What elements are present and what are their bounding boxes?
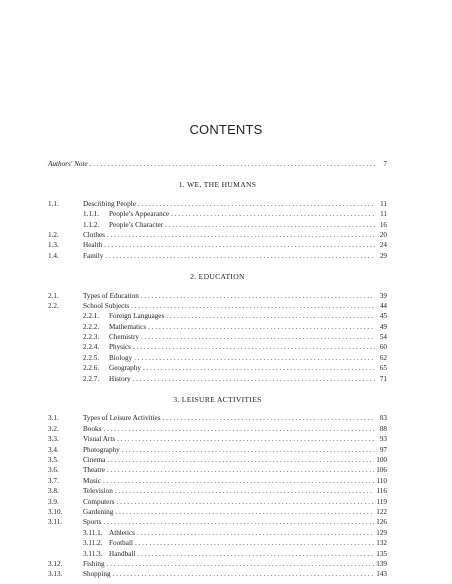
toc-page-number: 39: [379, 291, 387, 300]
toc-entry: [48, 291, 387, 301]
toc-page-number: 71: [379, 374, 387, 383]
toc-page-number: 7: [383, 160, 387, 168]
dot-leader: [165, 220, 375, 230]
toc-entry-number: 3.3.: [48, 435, 59, 444]
toc-entry-number: 1.1.2.: [83, 220, 100, 229]
toc-page-number: 83: [379, 414, 387, 423]
toc-subentry: [48, 374, 387, 384]
toc-entry-number: 3.11.2.: [83, 539, 103, 548]
table-of-contents: [48, 159, 387, 580]
toc-subentry: [48, 209, 387, 219]
dot-leader: [104, 240, 375, 250]
toc-page-number: 45: [379, 312, 387, 321]
toc-page-number: 135: [376, 549, 387, 558]
toc-entry-number: 2.2.: [48, 301, 59, 310]
toc-entry-number: 3.12.: [48, 559, 63, 568]
toc-entry-label: Mathematics: [109, 322, 147, 331]
toc-page-number: 116: [376, 487, 387, 496]
toc-entry-label: Theatre: [83, 466, 105, 475]
toc-page-number: 97: [379, 445, 387, 454]
toc-subentry: [48, 549, 387, 559]
toc-entry-label: Athletics: [109, 528, 135, 537]
toc-entry-number: 3.10.: [48, 507, 63, 516]
toc-entry-label: Handball: [109, 549, 136, 558]
dot-leader: [122, 445, 375, 455]
toc-entry-label: Describing People: [83, 199, 136, 208]
dot-leader: [103, 476, 375, 486]
toc-entry-number: 3.4.: [48, 445, 59, 454]
dot-leader: [166, 311, 375, 321]
toc-entry-label: Books: [83, 424, 102, 433]
toc-entry-number: 1.4.: [48, 251, 59, 260]
toc-page-number: 110: [376, 476, 387, 485]
toc-page-number: 106: [376, 466, 387, 475]
toc-entry-number: 3.9.: [48, 497, 59, 506]
toc-entry-number: 3.13.: [48, 570, 63, 579]
toc-subentry: [48, 220, 387, 230]
dot-leader: [131, 301, 375, 311]
toc-entry-label: Clothes: [83, 230, 105, 239]
toc-section-1: [48, 180, 387, 261]
toc-subentry: [48, 332, 387, 342]
toc-entry-number: 2.2.1.: [83, 312, 100, 321]
toc-entry-label: People’s Appearance: [109, 210, 170, 219]
toc-page-number: 16: [379, 220, 387, 229]
toc-page-number: 129: [376, 528, 387, 537]
toc-entry-label: Authors' Note: [48, 160, 88, 168]
toc-entry-number: 3.8.: [48, 487, 59, 496]
toc-entry-label: Biology: [109, 353, 133, 362]
toc-entry-number: 3.11.: [48, 518, 63, 527]
toc-page-number: 139: [376, 559, 387, 568]
dot-leader: [107, 455, 374, 465]
toc-page-number: 62: [379, 353, 387, 362]
toc-entry-label: Television: [83, 487, 113, 496]
toc-section-3: [48, 395, 387, 580]
dot-leader: [135, 538, 374, 548]
toc-entry-number: 2.2.4.: [83, 343, 100, 352]
page-title: CONTENTS: [189, 122, 263, 137]
toc-entry-number: 2.2.3.: [83, 333, 100, 342]
toc-entry-number: 3.6.: [48, 466, 59, 475]
dot-leader: [117, 497, 375, 507]
dot-leader: [141, 291, 375, 301]
dot-leader: [103, 424, 375, 434]
dot-leader: [107, 559, 375, 569]
toc-entry-label: Shopping: [83, 570, 111, 579]
toc-page-number: 24: [379, 241, 387, 250]
toc-subentry: [48, 538, 387, 548]
toc-entry: [48, 424, 387, 434]
toc-entry-label: Geography: [109, 364, 141, 373]
toc-entry-label: Chemistry: [109, 333, 139, 342]
toc-subentry: [48, 311, 387, 321]
toc-entry-label: Fishing: [83, 559, 105, 568]
toc-entry-number: 3.11.3.: [83, 549, 103, 558]
section-heading: 2. EDUCATION: [190, 272, 245, 282]
toc-entry-label: Health: [83, 241, 103, 250]
dot-leader: [113, 569, 375, 579]
toc-entry-label: Gardening: [83, 507, 114, 516]
toc-entry: [48, 199, 387, 209]
toc-entry-label: Music: [83, 476, 101, 485]
toc-entry: [48, 569, 387, 579]
toc-entry-authors-note: [48, 159, 387, 169]
toc-subentry: [48, 353, 387, 363]
toc-entry-label: Physics: [109, 343, 131, 352]
toc-section-2: [48, 272, 387, 384]
toc-entry: [48, 413, 387, 423]
toc-entry: [48, 497, 387, 507]
toc-entry-label: Sports: [83, 518, 102, 527]
toc-entry-number: 1.1.: [48, 199, 59, 208]
dot-leader: [115, 486, 375, 496]
dot-leader: [143, 363, 375, 373]
toc-entry-number: 3.11.1.: [83, 528, 103, 537]
toc-entry-number: 1.3.: [48, 241, 59, 250]
toc-entry: [48, 455, 387, 465]
dot-leader: [117, 434, 375, 444]
toc-entry-number: 2.2.7.: [83, 374, 100, 383]
toc-entry-label: Types of Education: [83, 291, 139, 300]
toc-subentry: [48, 528, 387, 538]
toc-entry-number: 3.7.: [48, 476, 59, 485]
dot-leader: [134, 353, 375, 363]
toc-page-number: 44: [379, 301, 387, 310]
toc-entry-number: 3.1.: [48, 414, 59, 423]
toc-page-number: 126: [376, 518, 387, 527]
toc-entry: [48, 240, 387, 250]
toc-entry-label: People’s Character: [109, 220, 164, 229]
toc-entry: [48, 559, 387, 569]
toc-page-number: 88: [379, 424, 387, 433]
toc-page-number: 20: [379, 230, 387, 239]
dot-leader: [107, 465, 374, 475]
section-heading: 3. LEISURE ACTIVITIES: [173, 395, 262, 405]
dot-leader: [137, 528, 374, 538]
dot-leader: [163, 413, 375, 423]
toc-page-number: 54: [379, 333, 387, 342]
toc-entry-label: Computers: [83, 497, 115, 506]
toc-page-number: 49: [379, 322, 387, 331]
toc-page-number: 65: [379, 364, 387, 373]
toc-subentry: [48, 363, 387, 373]
dot-leader: [103, 517, 374, 527]
toc-entry: [48, 486, 387, 496]
toc-entry-label: Types of Leisure Activities: [83, 414, 161, 423]
toc-entry-label: History: [109, 374, 131, 383]
toc-entry-label: Football: [109, 539, 133, 548]
toc-entry-label: School Subjects: [83, 301, 130, 310]
toc-entry-number: 2.2.5.: [83, 353, 100, 362]
toc-entry-number: 2.2.2.: [83, 322, 100, 331]
toc-subentry: [48, 342, 387, 352]
dot-leader: [141, 332, 375, 342]
toc-page-number: 100: [376, 455, 387, 464]
toc-entry: [48, 465, 387, 475]
toc-entry: [48, 507, 387, 517]
dot-leader: [138, 199, 375, 209]
toc-page-number: 93: [379, 435, 387, 444]
toc-entry-number: 3.2.: [48, 424, 59, 433]
toc-entry: [48, 517, 387, 527]
toc-entry-label: Visual Arts: [83, 435, 116, 444]
toc-entry: [48, 445, 387, 455]
toc-subentry: [48, 322, 387, 332]
toc-page-number: 143: [376, 570, 387, 579]
dot-leader: [115, 507, 374, 517]
toc-page-number: 11: [380, 210, 387, 219]
toc-entry: [48, 251, 387, 261]
toc-entry: [48, 230, 387, 240]
toc-entry-label: Foreign Languages: [109, 312, 165, 321]
toc-entry: [48, 301, 387, 311]
toc-page-number: 11: [380, 199, 387, 208]
toc-entry-number: 1.2.: [48, 230, 59, 239]
dot-leader: [171, 209, 375, 219]
toc-entry-label: Family: [83, 251, 104, 260]
toc-entry-number: 2.2.6.: [83, 364, 100, 373]
toc-page-number: 119: [376, 497, 387, 506]
toc-entry: [48, 434, 387, 444]
toc-entry-number: 3.5.: [48, 455, 59, 464]
dot-leader: [137, 549, 374, 559]
toc-page-number: 29: [379, 251, 387, 260]
toc-entry-number: 1.1.1.: [83, 210, 100, 219]
dot-leader: [133, 374, 375, 384]
dot-leader: [133, 342, 375, 352]
toc-page-number: 132: [376, 539, 387, 548]
dot-leader: [148, 322, 375, 332]
section-heading: 1. WE, THE HUMANS: [178, 180, 257, 190]
toc-entry-label: Photography: [83, 445, 120, 454]
dot-leader: [90, 159, 375, 169]
dot-leader: [105, 251, 375, 261]
toc-page-number: 60: [379, 343, 387, 352]
toc-entry: [48, 476, 387, 486]
dot-leader: [107, 230, 375, 240]
toc-page-number: 122: [376, 507, 387, 516]
toc-entry-label: Cinema: [83, 455, 106, 464]
toc-entry-number: 2.1.: [48, 291, 59, 300]
